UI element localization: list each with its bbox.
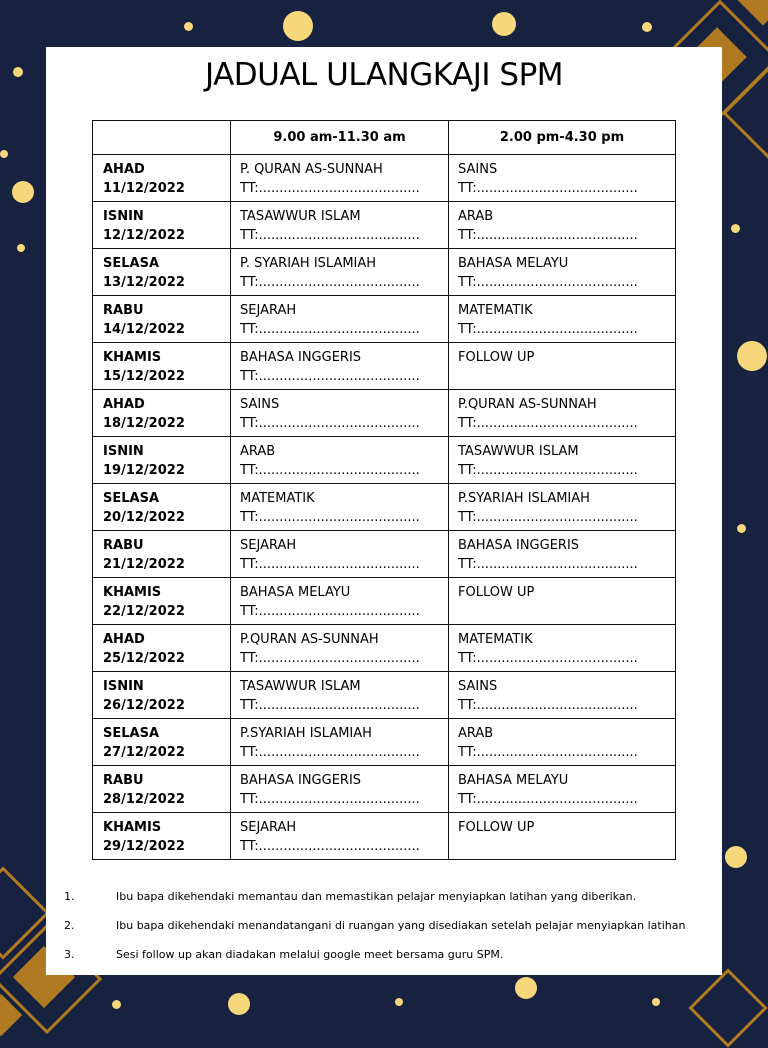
afternoon-cell: [449, 766, 676, 813]
morning-signature-line: TT:.......................................: [240, 651, 420, 666]
afternoon-signature-line: TT:.......................................: [458, 275, 638, 290]
afternoon-signature-line: TT:.......................................: [458, 792, 638, 807]
decor-dot: [184, 22, 193, 31]
morning-subject: SAINS: [240, 397, 280, 412]
day-name: ISNIN: [103, 679, 144, 694]
afternoon-signature-line: TT:.......................................: [458, 745, 638, 760]
day-cell: [93, 766, 231, 813]
afternoon-cell: [449, 625, 676, 672]
day-cell: [93, 249, 231, 296]
morning-subject: ARAB: [240, 444, 276, 459]
day-cell: [93, 343, 231, 390]
afternoon-subject: SAINS: [458, 162, 498, 177]
morning-subject: P. SYARIAH ISLAMIAH: [240, 256, 377, 271]
day-name: KHAMIS: [103, 820, 162, 835]
header-afternoon: 2.00 pm-4.30 pm: [449, 121, 676, 155]
afternoon-subject: MATEMATIK: [458, 303, 533, 318]
morning-cell: [231, 625, 449, 672]
morning-signature-line: TT:.......................................: [240, 463, 420, 478]
decor-dot: [12, 181, 34, 203]
morning-cell: [231, 813, 449, 860]
table-row: [93, 719, 676, 766]
morning-signature-line: TT:.......................................: [240, 510, 420, 525]
day-name: AHAD: [103, 632, 145, 647]
day-name: KHAMIS: [103, 350, 162, 365]
morning-subject: P.QURAN AS-SUNNAH: [240, 632, 379, 647]
morning-subject: MATEMATIK: [240, 491, 315, 506]
day-cell: [93, 719, 231, 766]
decor-dot: [13, 67, 23, 77]
day-cell: [93, 296, 231, 343]
table-row: [93, 296, 676, 343]
afternoon-signature-line: TT:.......................................: [458, 698, 638, 713]
decor-dot: [112, 1000, 121, 1009]
note-text: Ibu bapa dikehendaki menandatangani di ruangan yang disediakan setelah pelajar menyiapkan latihan: [116, 919, 686, 932]
decor-dot: [283, 11, 313, 41]
afternoon-cell: [449, 202, 676, 249]
morning-subject: BAHASA INGGERIS: [240, 773, 362, 788]
table-row: [93, 625, 676, 672]
morning-subject: P. QURAN AS-SUNNAH: [240, 162, 383, 177]
day-date: 21/12/2022: [103, 557, 185, 572]
day-cell: [93, 578, 231, 625]
table-row: [93, 202, 676, 249]
morning-cell: [231, 296, 449, 343]
morning-cell: [231, 484, 449, 531]
day-date: 13/12/2022: [103, 275, 185, 290]
day-name: SELASA: [103, 491, 160, 506]
table-row: [93, 813, 676, 860]
afternoon-subject: FOLLOW UP: [458, 585, 535, 600]
table-row: [93, 766, 676, 813]
morning-signature-line: TT:.......................................: [240, 557, 420, 572]
day-date: 19/12/2022: [103, 463, 185, 478]
day-date: 20/12/2022: [103, 510, 185, 525]
morning-subject: BAHASA MELAYU: [240, 585, 351, 600]
afternoon-cell: [449, 437, 676, 484]
afternoon-cell: [449, 296, 676, 343]
morning-signature-line: TT:.......................................: [240, 369, 420, 384]
day-name: AHAD: [103, 162, 145, 177]
day-name: KHAMIS: [103, 585, 162, 600]
morning-signature-line: TT:.......................................: [240, 181, 420, 196]
decor-dot: [652, 998, 660, 1006]
afternoon-signature-line: TT:.......................................: [458, 651, 638, 666]
table-header-row: [93, 121, 676, 155]
morning-signature-line: TT:.......................................: [240, 745, 420, 760]
note-number: 1.: [64, 890, 75, 903]
day-date: 12/12/2022: [103, 228, 185, 243]
afternoon-cell: [449, 578, 676, 625]
table-row: [93, 437, 676, 484]
day-name: ISNIN: [103, 444, 144, 459]
morning-signature-line: TT:.......................................: [240, 228, 420, 243]
afternoon-cell: [449, 672, 676, 719]
day-cell: [93, 531, 231, 578]
note-number: 2.: [64, 919, 75, 932]
decor-dot: [737, 524, 746, 533]
table-row: [93, 390, 676, 437]
morning-signature-line: TT:.......................................: [240, 698, 420, 713]
day-date: 27/12/2022: [103, 745, 185, 760]
morning-cell: [231, 578, 449, 625]
afternoon-signature-line: TT:.......................................: [458, 510, 638, 525]
page-title: JADUAL ULANGKAJI SPM: [204, 57, 564, 93]
table-row: [93, 672, 676, 719]
morning-cell: [231, 531, 449, 578]
day-name: AHAD: [103, 397, 145, 412]
morning-cell: [231, 249, 449, 296]
day-name: ISNIN: [103, 209, 144, 224]
afternoon-cell: [449, 155, 676, 202]
morning-subject: TASAWWUR ISLAM: [240, 679, 361, 694]
decor-dot: [228, 993, 250, 1015]
table-row: [93, 578, 676, 625]
decor-dot: [0, 150, 8, 158]
decor-dot: [395, 998, 403, 1006]
day-cell: [93, 484, 231, 531]
day-cell: [93, 202, 231, 249]
afternoon-cell: [449, 343, 676, 390]
day-name: SELASA: [103, 256, 160, 271]
day-name: SELASA: [103, 726, 160, 741]
note-number: 3.: [64, 948, 75, 961]
afternoon-cell: [449, 484, 676, 531]
morning-subject: TASAWWUR ISLAM: [240, 209, 361, 224]
afternoon-subject: ARAB: [458, 209, 494, 224]
morning-cell: [231, 766, 449, 813]
afternoon-subject: BAHASA MELAYU: [458, 256, 569, 271]
header-morning: 9.00 am-11.30 am: [231, 121, 449, 155]
decor-dot: [642, 22, 652, 32]
afternoon-subject: TASAWWUR ISLAM: [458, 444, 579, 459]
day-date: 26/12/2022: [103, 698, 185, 713]
decor-dot: [492, 12, 516, 36]
afternoon-cell: [449, 813, 676, 860]
afternoon-signature-line: TT:.......................................: [458, 181, 638, 196]
decor-dot: [515, 977, 537, 999]
afternoon-signature-line: TT:.......................................: [458, 557, 638, 572]
day-date: 14/12/2022: [103, 322, 185, 337]
day-cell: [93, 155, 231, 202]
morning-cell: [231, 437, 449, 484]
morning-cell: [231, 202, 449, 249]
decor-dot: [17, 244, 25, 252]
decor-diamond: [688, 968, 767, 1047]
day-cell: [93, 390, 231, 437]
schedule-table: [92, 120, 676, 860]
morning-cell: [231, 155, 449, 202]
afternoon-subject: FOLLOW UP: [458, 820, 535, 835]
afternoon-subject: FOLLOW UP: [458, 350, 535, 365]
table-row: [93, 343, 676, 390]
day-cell: [93, 672, 231, 719]
afternoon-cell: [449, 390, 676, 437]
day-name: RABU: [103, 303, 144, 318]
day-cell: [93, 813, 231, 860]
table-row: [93, 484, 676, 531]
morning-signature-line: TT:.......................................: [240, 792, 420, 807]
afternoon-subject: ARAB: [458, 726, 494, 741]
morning-signature-line: TT:.......................................: [240, 322, 420, 337]
day-cell: [93, 625, 231, 672]
day-date: 29/12/2022: [103, 839, 185, 854]
afternoon-subject: SAINS: [458, 679, 498, 694]
day-cell: [93, 437, 231, 484]
morning-subject: SEJARAH: [240, 303, 297, 318]
morning-subject: BAHASA INGGERIS: [240, 350, 362, 365]
note-text: Ibu bapa dikehendaki memantau dan memastikan pelajar menyiapkan latihan yang diberikan.: [116, 890, 637, 903]
morning-cell: [231, 719, 449, 766]
afternoon-subject: BAHASA INGGERIS: [458, 538, 580, 553]
schedule-sheet: [46, 47, 722, 975]
afternoon-signature-line: TT:.......................................: [458, 228, 638, 243]
morning-signature-line: TT:.......................................: [240, 604, 420, 619]
afternoon-signature-line: TT:.......................................: [458, 463, 638, 478]
morning-signature-line: TT:.......................................: [240, 416, 420, 431]
morning-subject: P.SYARIAH ISLAMIAH: [240, 726, 372, 741]
afternoon-cell: [449, 719, 676, 766]
morning-signature-line: TT:.......................................: [240, 275, 420, 290]
header-day: [93, 121, 231, 155]
afternoon-subject: P.SYARIAH ISLAMIAH: [458, 491, 590, 506]
morning-cell: [231, 672, 449, 719]
morning-signature-line: TT:.......................................: [240, 839, 420, 854]
morning-cell: [231, 390, 449, 437]
decor-dot: [725, 846, 747, 868]
afternoon-cell: [449, 531, 676, 578]
afternoon-cell: [449, 249, 676, 296]
day-date: 28/12/2022: [103, 792, 185, 807]
table-row: [93, 249, 676, 296]
day-date: 22/12/2022: [103, 604, 185, 619]
day-date: 11/12/2022: [103, 181, 185, 196]
afternoon-subject: P.QURAN AS-SUNNAH: [458, 397, 597, 412]
day-name: RABU: [103, 538, 144, 553]
morning-cell: [231, 343, 449, 390]
afternoon-subject: BAHASA MELAYU: [458, 773, 569, 788]
day-date: 18/12/2022: [103, 416, 185, 431]
afternoon-signature-line: TT:.......................................: [458, 322, 638, 337]
morning-subject: SEJARAH: [240, 820, 297, 835]
day-date: 15/12/2022: [103, 369, 185, 384]
note-text: Sesi follow up akan diadakan melalui google meet bersama guru SPM.: [116, 948, 504, 961]
morning-subject: SEJARAH: [240, 538, 297, 553]
decor-dot: [737, 341, 767, 371]
decor-dot: [731, 224, 740, 233]
afternoon-subject: MATEMATIK: [458, 632, 533, 647]
day-date: 25/12/2022: [103, 651, 185, 666]
table-row: [93, 531, 676, 578]
day-name: RABU: [103, 773, 144, 788]
table-row: [93, 155, 676, 202]
afternoon-signature-line: TT:.......................................: [458, 416, 638, 431]
